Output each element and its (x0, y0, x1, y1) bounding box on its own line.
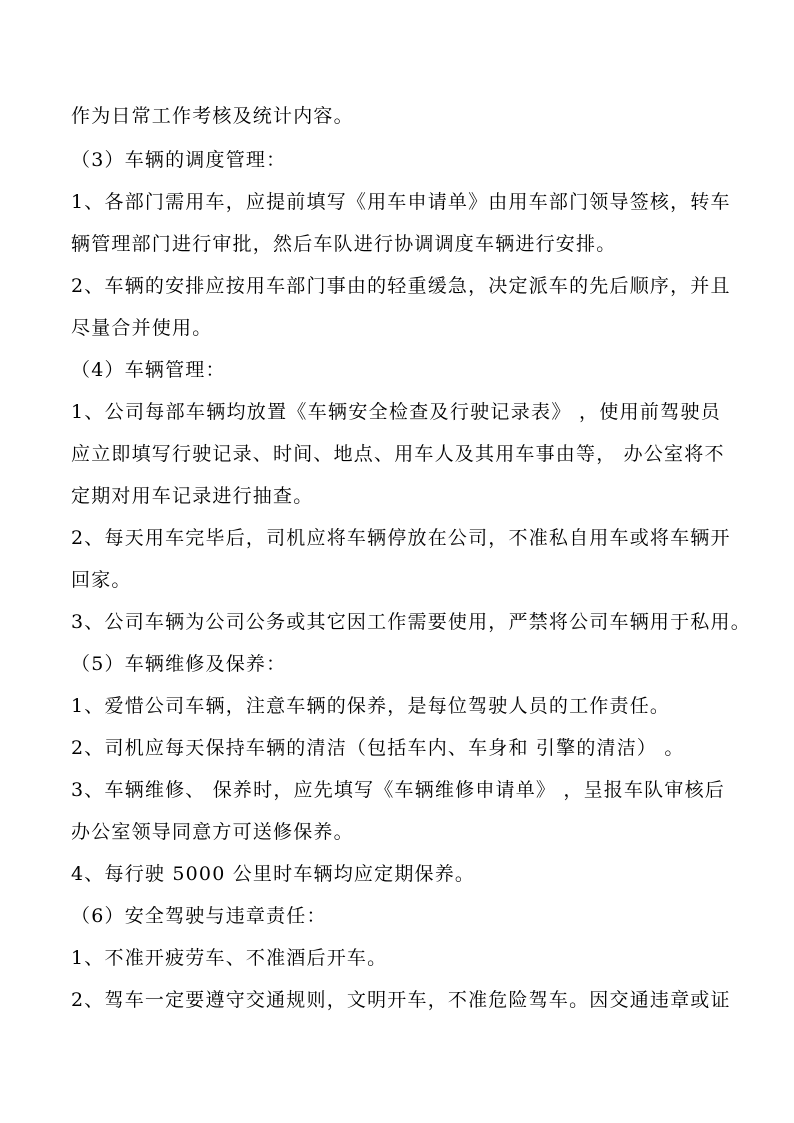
paragraph-line: 2、车辆的安排应按用车部门事由的轻重缓急，决定派车的先后顺序，并且 (71, 275, 731, 297)
paragraph-line: 辆管理部门进行审批，然后车队进行协调调度车辆进行安排。 (71, 233, 617, 255)
paragraph-line: 应立即填写行驶记录、时间、地点、用车人及其用车事由等， 办公室将不 (71, 443, 725, 465)
paragraph-line: 1、爱惜公司车辆，注意车辆的保养，是每位驾驶人员的工作责任。 (71, 695, 671, 717)
paragraph-line: 4、每行驶 5000 公里时车辆均应定期保养。 (71, 863, 476, 885)
paragraph-line: 1、各部门需用车，应提前填写《用车申请单》由用车部门领导签核，转车 (71, 191, 731, 213)
section-heading: （5）车辆维修及保养： (71, 653, 287, 675)
paragraph-line: 办公室领导同意方可送修保养。 (71, 821, 354, 843)
paragraph-line: 尽量合并使用。 (71, 317, 213, 339)
paragraph-line: 定期对用车记录进行抽查。 (71, 485, 314, 507)
paragraph-line: 2、司机应每天保持车辆的清洁（包括车内、车身和 引擎的清洁） 。 (71, 737, 685, 759)
section-heading: （6）安全驾驶与违章责任： (71, 905, 327, 927)
paragraph-line: 回家。 (71, 569, 132, 591)
paragraph-line: 作为日常工作考核及统计内容。 (71, 105, 354, 127)
paragraph-line: 2、驾车一定要遵守交通规则，文明开车，不准危险驾车。因交通违章或证 (71, 989, 731, 1011)
paragraph-line: 1、不准开疲劳车、不准酒后开车。 (71, 947, 388, 969)
section-heading: （4）车辆管理： (71, 359, 226, 381)
paragraph-line: 1、公司每部车辆均放置《车辆安全检查及行驶记录表》 ，使用前驾驶员 (71, 401, 721, 423)
paragraph-line: 2、每天用车完毕后，司机应将车辆停放在公司，不准私自用车或将车辆开 (71, 527, 731, 549)
paragraph-line: 3、公司车辆为公司公务或其它因工作需要使用，严禁将公司车辆用于私用。 (71, 611, 751, 633)
section-heading: （3）车辆的调度管理： (71, 149, 287, 171)
paragraph-line: 3、车辆维修、 保养时，应先填写《车辆维修申请单》 ，呈报车队审核后 (71, 779, 725, 801)
